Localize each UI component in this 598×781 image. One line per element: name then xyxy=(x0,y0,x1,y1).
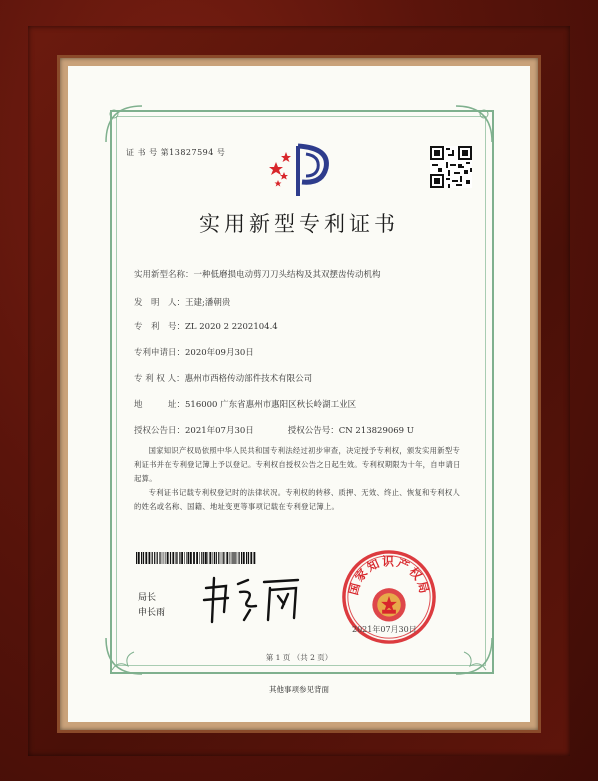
field-grant-date xyxy=(134,424,414,436)
certificate-paragraph: 国家知识产权局依照中华人民共和国专利法经过初步审查，决定授予专利权，颁发实用新型专利证书并在专利登记簿上予以登记。专利权自授权公告之日起生效。专利权期限为十年，自申请日起算。 xyxy=(134,446,461,483)
field-label: 专利申请日： xyxy=(134,348,186,358)
barcode-icon xyxy=(136,552,256,564)
field-utility-model-name xyxy=(134,268,381,280)
page-number: 第 1 页 （共 2 页） xyxy=(265,653,333,662)
field-value: 一种低磨损电动剪刀刀头结构及其双摆齿传动机构 xyxy=(193,270,381,280)
field-label: 专 利 权 人： xyxy=(134,374,185,384)
certificate-paragraph: 专利证书记载专利权登记时的法律状况。专利权的转移、质押、无效、终止、恢复和专利权人的姓名或名称、国籍、地址变更等事项记载在专利登记簿上。 xyxy=(134,488,461,511)
field-patent-number xyxy=(134,320,278,332)
field-value: 2021年07月30日 授权公告号：CN 213829069 U xyxy=(185,426,414,436)
field-application-date xyxy=(134,346,254,358)
qr-code-icon xyxy=(430,146,472,188)
field-address xyxy=(134,398,356,410)
field-value: 王建;潘朝贵 xyxy=(185,298,231,308)
patent-office-logo-icon xyxy=(268,140,336,198)
certificate-number-label: 证 书 号 第 xyxy=(126,148,170,157)
director-name: 申长雨 xyxy=(138,608,166,618)
certificate-number-value: 13827594 xyxy=(169,148,214,157)
certificate-number xyxy=(126,147,225,158)
field-value: 惠州市西格传动部件技术有限公司 xyxy=(184,374,313,384)
director-title: 局长 xyxy=(138,593,157,603)
field-value: 2020年09月30日 xyxy=(185,348,254,358)
field-value: ZL 2020 2 2202104.4 xyxy=(185,322,278,332)
field-label: 专 利 号： xyxy=(134,322,186,332)
field-label: 授权公告日： xyxy=(134,426,186,436)
field-label: 地 址： xyxy=(134,400,186,410)
corner-ornament-icon xyxy=(454,104,494,144)
corner-ornament-icon xyxy=(104,104,144,144)
national-emblem-icon xyxy=(372,588,405,621)
seal-date: 2021年07月30日 xyxy=(352,625,417,634)
certificate-title: 实用新型专利证书 xyxy=(199,212,399,236)
certificate-number-suffix: 号 xyxy=(216,148,226,157)
field-label: 实用新型名称： xyxy=(134,270,194,280)
director-signature-icon xyxy=(198,574,308,626)
field-inventor xyxy=(134,296,230,308)
footer-note: 其他事项参见背面 xyxy=(269,685,329,694)
seal-text: 国家知识产权局 xyxy=(346,554,432,597)
field-label: 发 明 人： xyxy=(134,298,186,308)
field-patentee xyxy=(134,372,312,384)
field-value: 516000 广东省惠州市惠阳区秋长岭湖工业区 xyxy=(185,400,357,410)
